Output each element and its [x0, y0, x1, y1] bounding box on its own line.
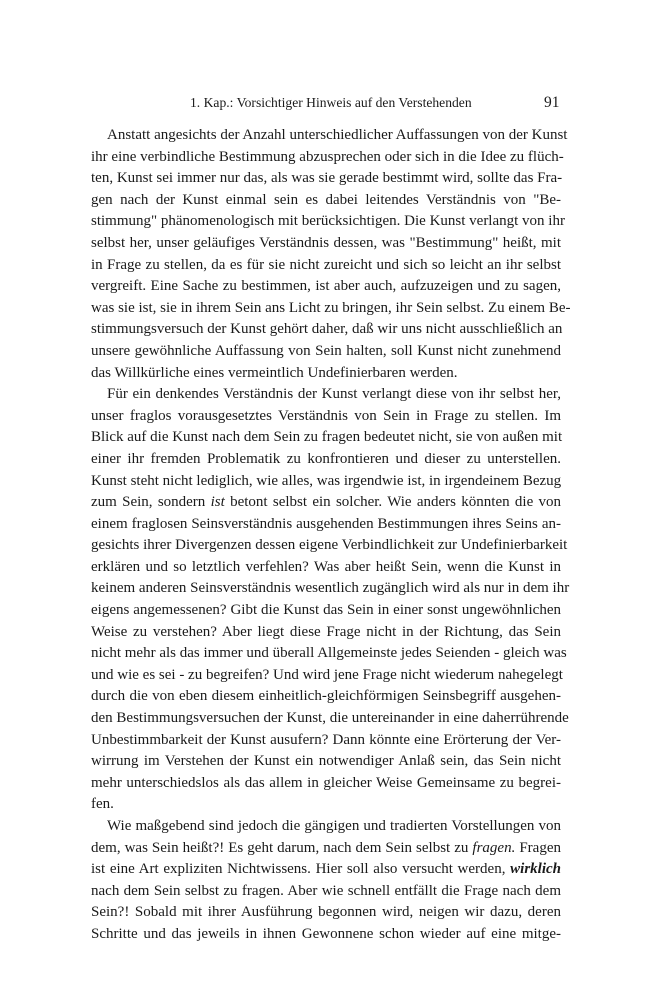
text-segment: dem, was Sein heißt?! Es geht darum, nach dem Sein selbst zu — [91, 839, 469, 856]
text-line: ihr eine verbindliche Bestimmung abzusprechen oder sich in die Idee zu flüch- — [91, 148, 564, 165]
text-line: Für ein denkendes Verständnis der Kunst verlangt diese von ihr selbst her, — [107, 386, 561, 403]
text-line: vergreift. Eine Sache zu bestimmen, ist aber auch, aufzuzeigen und zu sagen, — [91, 278, 561, 295]
text-line: Weise zu verstehen? Aber liegt diese Frage nicht in der Richtung, das Sein — [91, 623, 561, 640]
text-line: wirrung im Verstehen der Kunst ein notwendiger Anlaß sein, das Sein nicht — [91, 753, 561, 770]
page-number: 91 — [544, 94, 560, 111]
text-line: Sein?! Sobald mit ihrer Ausführung begonnen wird, neigen wir dazu, deren — [91, 904, 561, 921]
emphasis: wirklich — [510, 861, 561, 878]
text-line: was sie ist, sie in ihrem Sein ans Licht zu bringen, ihr Sein selbst. Zu einem Be- — [91, 299, 571, 316]
text-segment: ist eine Art expliziten Nichtwissens. Hier soll also versucht werden, — [91, 861, 506, 878]
text-line: nach dem Sein selbst zu fragen. Aber wie schnell entfällt die Frage nach dem — [91, 882, 561, 899]
text-line: einem fraglosen Seinsverständnis ausgehenden Bestimmungen ihres Seins an- — [91, 515, 561, 532]
text-segment: zum Sein, sondern — [91, 494, 206, 511]
text-line: stimmungsversuch der Kunst gehört daher, daß wir uns nicht ausschließlich an — [91, 321, 563, 338]
text-line: Blick auf die Kunst nach dem Sein zu fragen bedeutet nicht, sie von außen mit — [91, 429, 563, 446]
text-line — [91, 492, 561, 514]
text-line: Wie maßgebend sind jedoch die gängigen und tradierten Vorstellungen von — [107, 818, 561, 834]
text-line: das Willkürliche eines vermeintlich Undefinierbaren werden. — [91, 364, 458, 381]
text-line: Unbestimmbarkeit der Kunst ausufern? Dann könnte eine Erörterung der Ver- — [91, 731, 561, 748]
text-line: nicht mehr als das immer und überall Allgemeinste jedes Seienden - gleich was — [91, 645, 567, 662]
text-line: keinem anderen Seinsverständnis wesentlich zugänglich wird als nur in dem ihr — [91, 580, 570, 597]
text-line: erklären und so letztlich verfehlen? Was aber heißt Sein, wenn die Kunst in — [91, 558, 561, 575]
text-line: Anstatt angesichts der Anzahl unterschiedlicher Auffassungen von der Kunst — [107, 127, 568, 143]
text-line: und wie es sei - zu begreifen? Und wird jene Frage nicht wiederum nahegelegt — [91, 666, 563, 683]
text-line: in Frage zu stellen, da es für sie nicht zureicht und sich so leicht an ihr selbst — [91, 256, 561, 273]
text-line — [91, 859, 561, 881]
emphasis: ist — [210, 494, 225, 511]
text-line: ten, Kunst sei immer nur das, als was sie gerade bestimmt wird, sollte das Fra- — [91, 170, 563, 187]
text-line: einer ihr fremden Problematik zu konfrontieren und dieser zu unterstellen. — [91, 450, 561, 467]
text-line: unser fraglos vorausgesetztes Verständnis von Sein in Frage zu stellen. Im — [91, 407, 561, 424]
text-line — [91, 838, 561, 860]
text-line: mehr unterschiedslos als das allem in gleicher Weise Gemeinsame zu begrei- — [91, 774, 561, 791]
text-line: Schritte und das jeweils in ihnen Gewonnene schon wieder auf eine mitge- — [91, 925, 561, 942]
text-line: selbst her, unser geläufiges Verständnis dessen, was "Bestimmung" heißt, mit — [91, 234, 561, 251]
running-header — [0, 93, 650, 113]
text-segment: Fragen — [519, 839, 561, 856]
text-line: unsere gewöhnliche Auffassung von Sein halten, soll Kunst nicht zunehmend — [91, 342, 561, 359]
body-text — [91, 125, 571, 946]
text-line: eigens angemessenen? Gibt die Kunst das Sein in einer sonst ungewöhnlichen — [91, 602, 561, 619]
text-line: durch die von eben diesem einheitlich-gleichförmigen Seinsbegriff ausgehen- — [91, 688, 561, 705]
chapter-title: 1. Kap.: Vorsichtiger Hinweis auf den Verstehenden — [190, 95, 472, 110]
text-line: fen. — [91, 796, 114, 813]
text-line: gen nach der Kunst einmal sein es dabei leitendes Verständnis von "Be- — [91, 191, 561, 208]
text-line: stimmung" phänomenologisch mit berücksichtigen. Die Kunst verlangt von ihr — [91, 213, 565, 230]
text-segment: betont selbst ein solcher. Wie anders könnten die von — [230, 494, 562, 511]
emphasis: fragen. — [472, 839, 516, 856]
text-line: den Bestimmungsversuchen der Kunst, die untereinander in eine daherrührende — [91, 710, 569, 727]
text-line: Kunst steht nicht lediglich, wie alles, was irgendwie ist, in irgendeinem Bezug — [91, 472, 562, 489]
text-line: gesichts ihrer Divergenzen dessen eigene Verbindlichkeit zur Undefinierbarkeit — [91, 537, 568, 554]
